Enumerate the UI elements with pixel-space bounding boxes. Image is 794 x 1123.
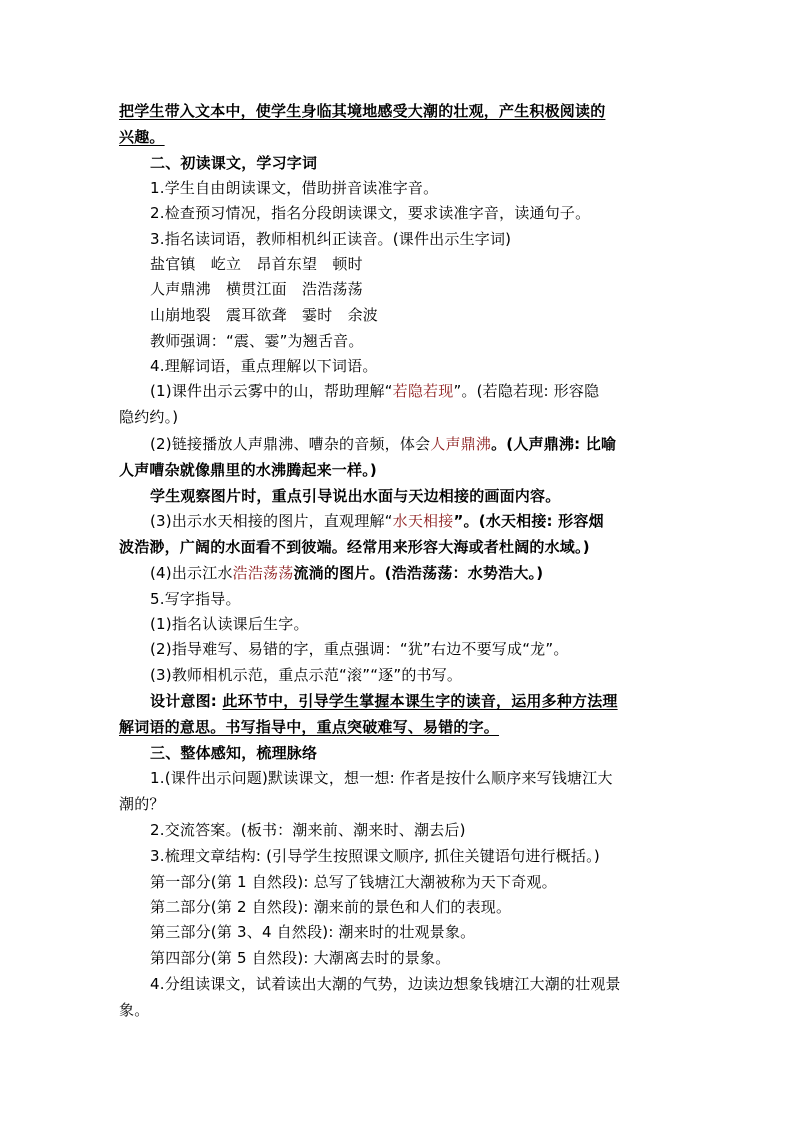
words-row-3: 山崩地裂 震耳欲聋 霎时 余波: [150, 306, 379, 324]
sub-item-4-text-a: (4)出示江水: [150, 564, 233, 582]
s2-item-4: 4.理解词语，重点理解以下词语。: [150, 357, 378, 375]
writing-1: (1)指名认读课后生字。: [150, 615, 309, 633]
s2-item-3: 3.指名读词语，教师相机纠正读音。(课件出示生字词): [150, 230, 512, 248]
intro-line-1: 把学生带入文本中，使学生身临其境地感受大潮的壮观，产生积极阅读的: [119, 102, 606, 120]
design-intent-text-1: 此环节中，引导学生掌握本课生字的读音，运用多种方法理: [222, 692, 618, 710]
writing-3: (3)教师相机示范，重点示范“滚”“逐”的书写。: [150, 666, 463, 684]
s3-item-4: 4.分组读课文，试着读出大潮的气势，边读边想象钱塘江大潮的壮观景: [150, 975, 621, 993]
section-3-heading: 三、整体感知，梳理脉络: [150, 744, 318, 762]
words-row-2: 人声鼎沸 横贯江面 浩浩荡荡: [150, 280, 363, 298]
observe-note: 学生观察图片时，重点引导说出水面与天边相接的画面内容。: [150, 487, 561, 505]
sub-item-1-line: [150, 381, 599, 401]
sub-item-4-line: [150, 563, 543, 583]
words-row-1: 盐官镇 屹立 昂首东望 顿时: [150, 255, 363, 273]
sub-item-1-text-a: (1)课件出示云雾中的山，帮助理解“: [150, 382, 393, 400]
part-3: 第三部分(第 3、4 自然段): 潮来时的壮观景象。: [150, 923, 476, 941]
part-2: 第二部分(第 2 自然段): 潮来前的景色和人们的表现。: [150, 898, 512, 916]
teacher-emphasis: 教师强调：“震、霎”为翘舌音。: [150, 332, 364, 350]
s2-item-5: 5.写字指导。: [150, 590, 241, 608]
part-1: 第一部分(第 1 自然段): 总写了钱塘江大潮被称为天下奇观。: [150, 873, 557, 891]
highlight-word-ruoyin: 若隐若现: [392, 382, 454, 400]
s3-item-2: 2.交流答案。(板书：潮来前、潮来时、潮去后): [150, 821, 466, 839]
highlight-word-haohao: 浩浩荡荡: [232, 564, 294, 582]
s3-item-3: 3.梳理文章结构: (引导学生按照课文顺序, 抓住关键语句进行概括。): [150, 847, 600, 865]
sub-item-1-cont: 隐约约。): [119, 408, 179, 426]
s3-item-1: 1.(课件出示问题)默读课文，想一想: 作者是按什么顺序来写钱塘江大: [150, 769, 613, 787]
s3-item-1-cont: 潮的？: [119, 795, 165, 813]
design-intent-label: 设计意图:: [150, 692, 223, 710]
highlight-word-rensheng: 人声鼎沸: [430, 435, 492, 453]
sub-item-2-text-a: (2)链接播放人声鼎沸、嘈杂的音频，体会: [150, 435, 431, 453]
highlight-word-shuitian: 水天相接: [392, 512, 454, 530]
writing-2: (2)指导难写、易错的字，重点强调：“犹”右边不要写成“龙”。: [150, 640, 569, 658]
sub-item-2-text-b: 。(人声鼎沸: 比喻: [491, 435, 617, 453]
sub-item-1-text-b: ”。(若隐若现: 形容隐: [453, 382, 600, 400]
sub-item-3-text-a: (3)出示水天相接的图片，直观理解“: [150, 512, 393, 530]
s3-item-4-cont: 象。: [119, 1001, 150, 1019]
part-4: 第四部分(第 5 自然段): 大潮离去时的景象。: [150, 949, 451, 967]
s2-item-2: 2.检查预习情况，指名分段朗读课文，要求读准字音，读通句子。: [150, 204, 591, 222]
sub-item-3-cont: 波浩渺，广阔的水面看不到彼端。经常用来形容大海或者杜阔的水域。): [119, 538, 590, 556]
intro-line-2: 兴趣。: [119, 128, 165, 146]
sub-item-2-line: [150, 434, 616, 454]
sub-item-3-line: [150, 511, 604, 531]
s2-item-1: 1.学生自由朗读课文，借助拼音读准字音。: [150, 179, 439, 197]
section-2-heading: 二、初读课文，学习字词: [150, 154, 318, 172]
design-intent-line-2: 解词语的意思。书写指导中，重点突破难写、易错的字。: [119, 718, 500, 736]
design-intent-line-1: [150, 691, 618, 711]
sub-item-3-text-b: ”。(水天相接: 形容烟: [453, 512, 604, 530]
sub-item-2-cont: 人声嘈杂就像鼎里的水沸腾起来一样。): [119, 461, 377, 479]
sub-item-4-text-b: 流淌的图片。(浩浩荡荡：水势浩大。): [293, 564, 544, 582]
